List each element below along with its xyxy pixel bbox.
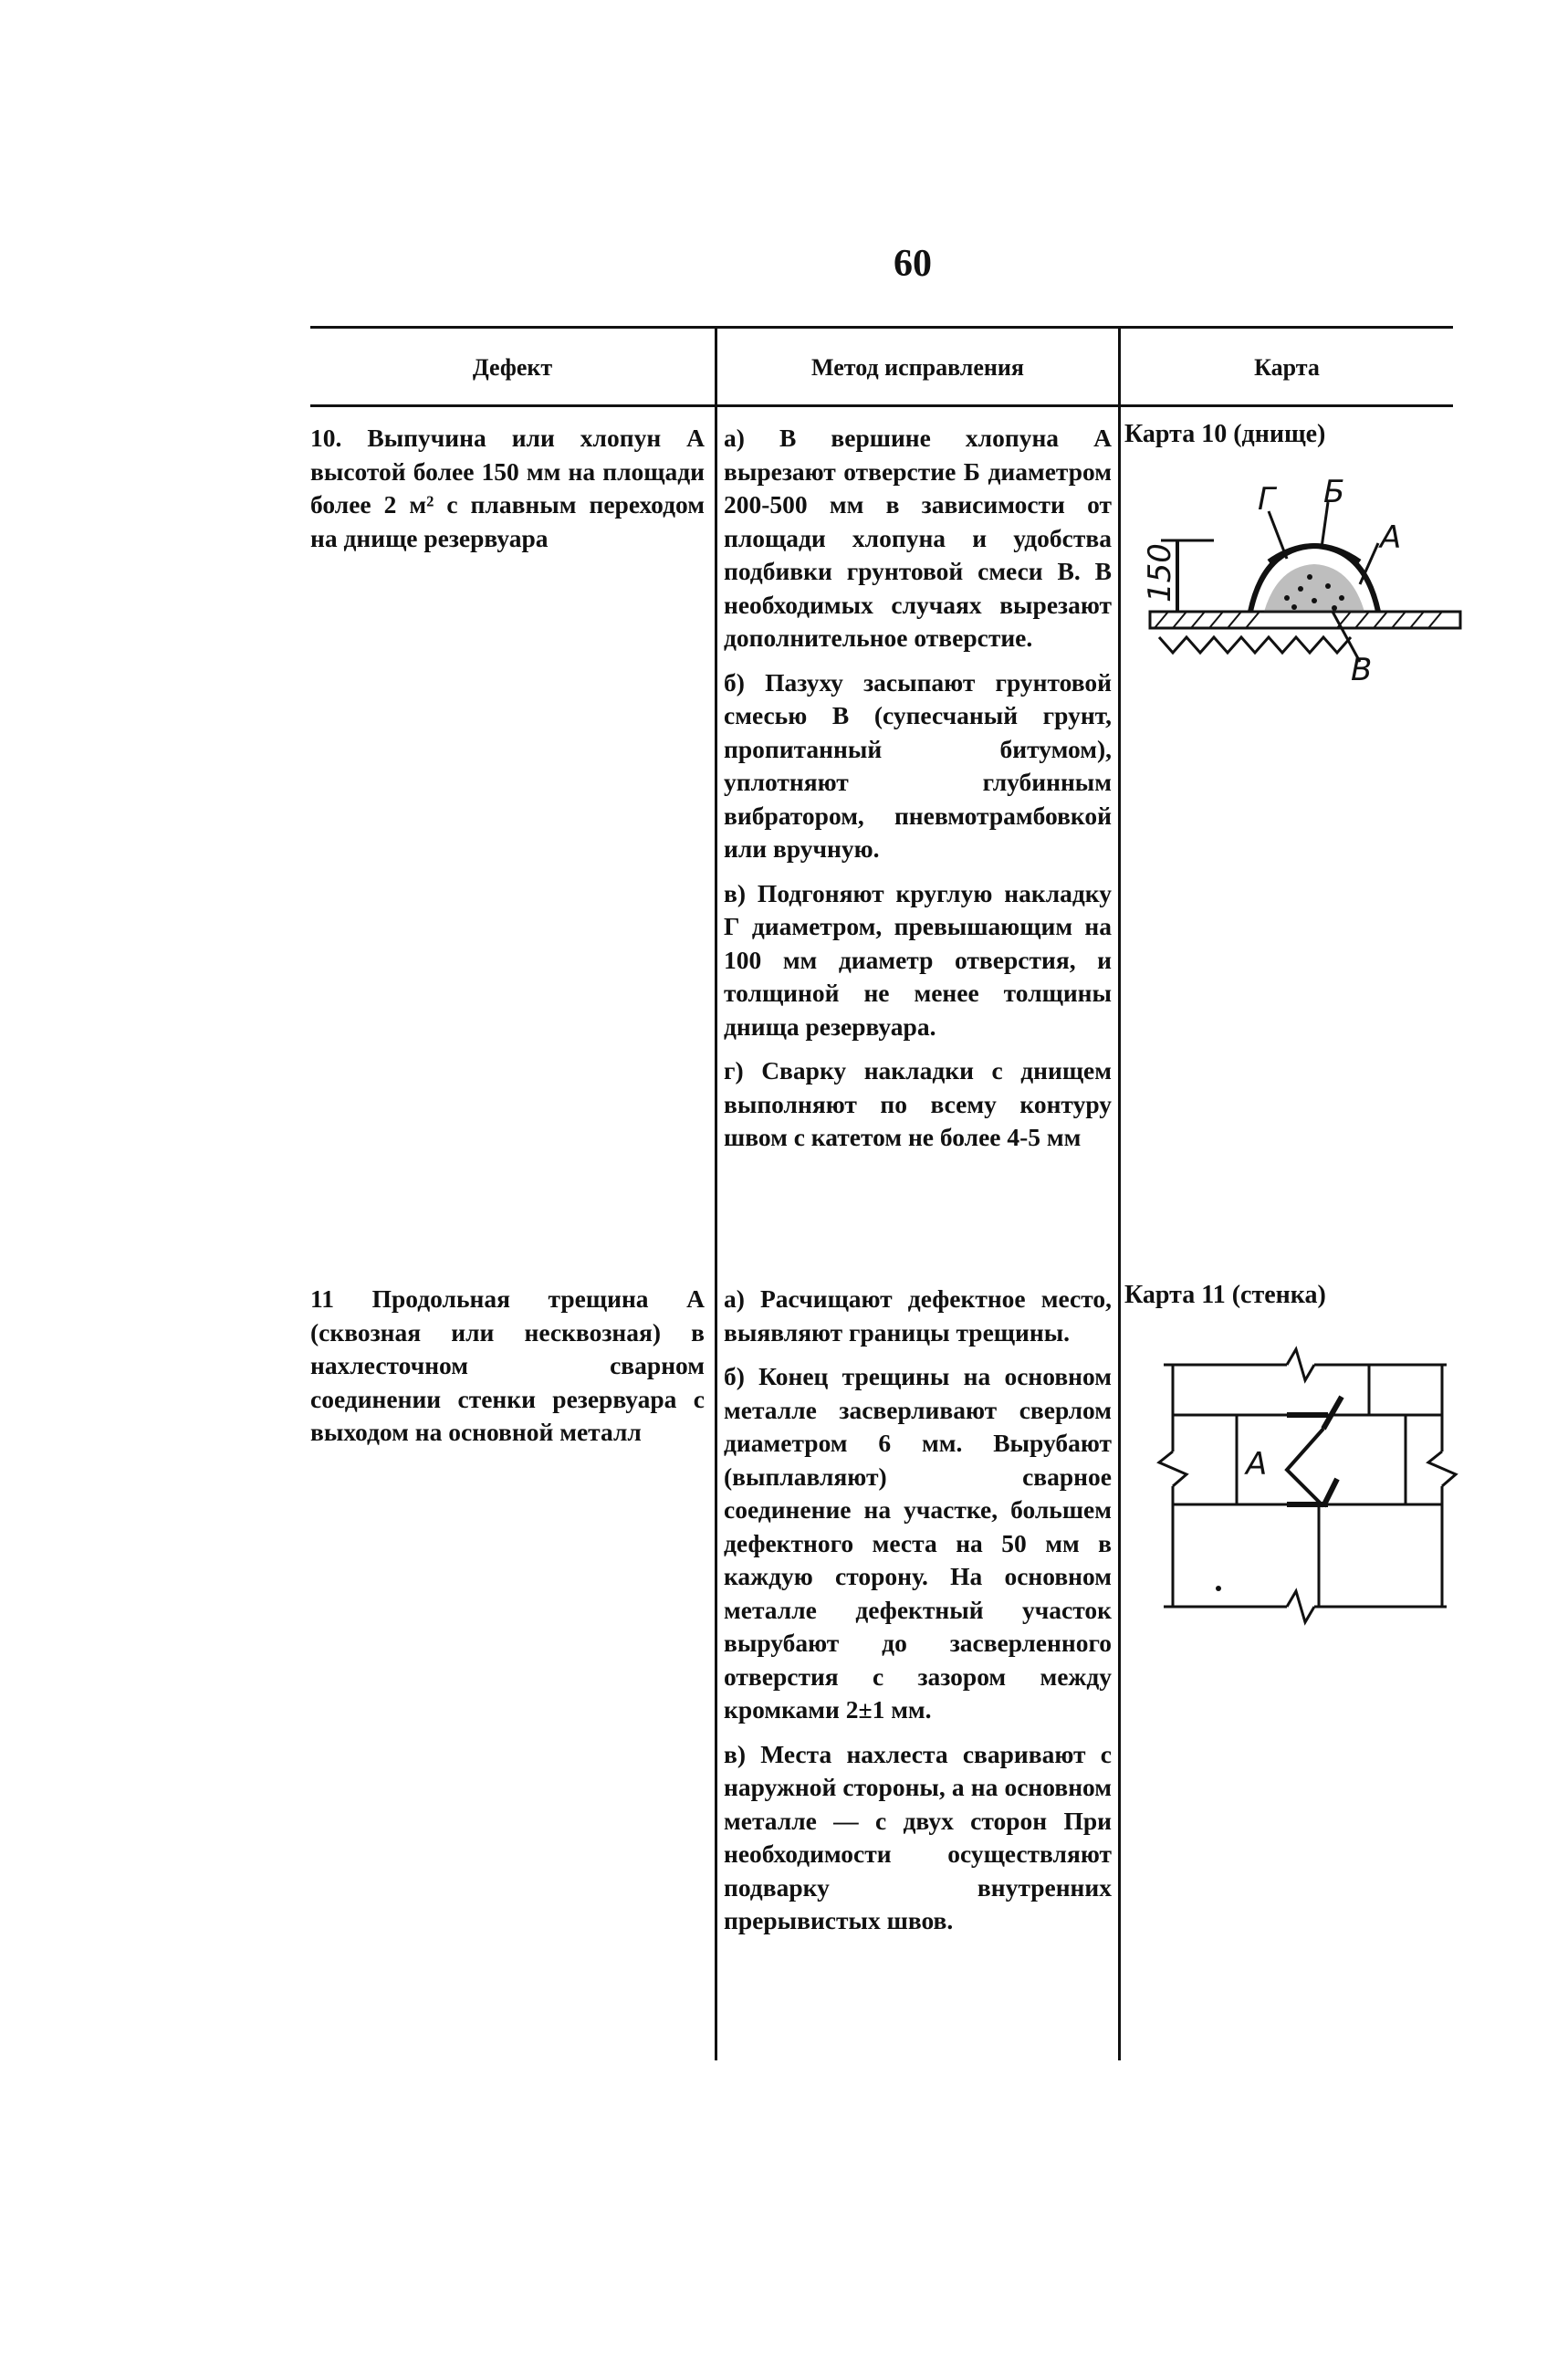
row-11-method-b: б) Конец трещины на основном металле засверливают сверлом диаметром 6 мм. Вырубают (выплавляют) сварное соединение на участке, большем дефектного места на 50 мм в каждую сторону. На основном металле дефектный участок вырубают до засверленного отверстия с зазором между кромками 2±1 мм. [724,1362,1112,1724]
row-11-method-a: а) Расчищают дефектное место, выявляют границы трещины. [724,1284,1112,1347]
dim-150-label: 150 [1142,543,1178,603]
row-11-defect: 11 Продольная трещина А (сквозная или несквозная) в нахлесточном сварном соединении стенки резервуара с выходом на основной металл [310,1284,705,1446]
row-11-map-title: Карта 11 (стенка) [1124,1281,1326,1309]
row-10-method-c: в) Подгоняют круглую накладку Г диаметром, превышающим на 100 мм диаметр отверстия, и толщиной не менее толщины днища резервуара. [724,878,1112,1041]
label-a: А [1380,519,1402,556]
row-10-method-a: а) В вершине хлопуна А вырезают отверстие Б диаметром 200-500 мм в зависимости от площади хлопуна и удобства подбивки грунтовой смеси В. В необходимых случаях вырезают дополнительное отверстие. [724,424,1112,652]
row-11-method-c: в) Места нахлеста сваривают с наружной стороны, а на основном металле — с двух сторон При необходимости осуществляют подварку внутренних прерывистых швов. [724,1739,1112,1934]
label-v: В [1351,652,1373,688]
row-10-method-b: б) Пазуху засыпают грунтовой смесью В (супесчаный грунт, пропитанный битумом), уплотняют глубинным вибратором, пневмотрамбовкой или вручную. [724,667,1112,863]
map-11-wall-crack-figure [1150,1342,1460,1634]
header-defect: Дефект [472,354,553,381]
label-crack-a: А [1246,1446,1268,1483]
column-divider-2 [1118,326,1121,2060]
map-10-bulge-figure [1141,474,1469,688]
column-divider-1 [715,326,717,2060]
row-10-defect: 10. Выпучина или хлопун А высотой более 150 мм на площади более 2 м² с плавным переходом на днище резервуара [310,424,705,552]
row-10-method-d: г) Сварку накладки с днищем выполняют по всему контуру швом с катетом не более 4-5 мм [724,1056,1112,1151]
table-top-rule [310,326,1453,329]
label-b: Б [1323,474,1345,510]
label-g: Г [1258,481,1275,518]
header-bottom-rule [310,404,1453,407]
header-map: Карта [1254,354,1320,381]
row-11-method [724,1283,1112,1949]
page-number: 60 [894,243,932,285]
row-10-map-title: Карта 10 (днище) [1124,420,1326,448]
header-method: Метод исправления [811,354,1024,381]
row-10-method [724,422,1112,1166]
